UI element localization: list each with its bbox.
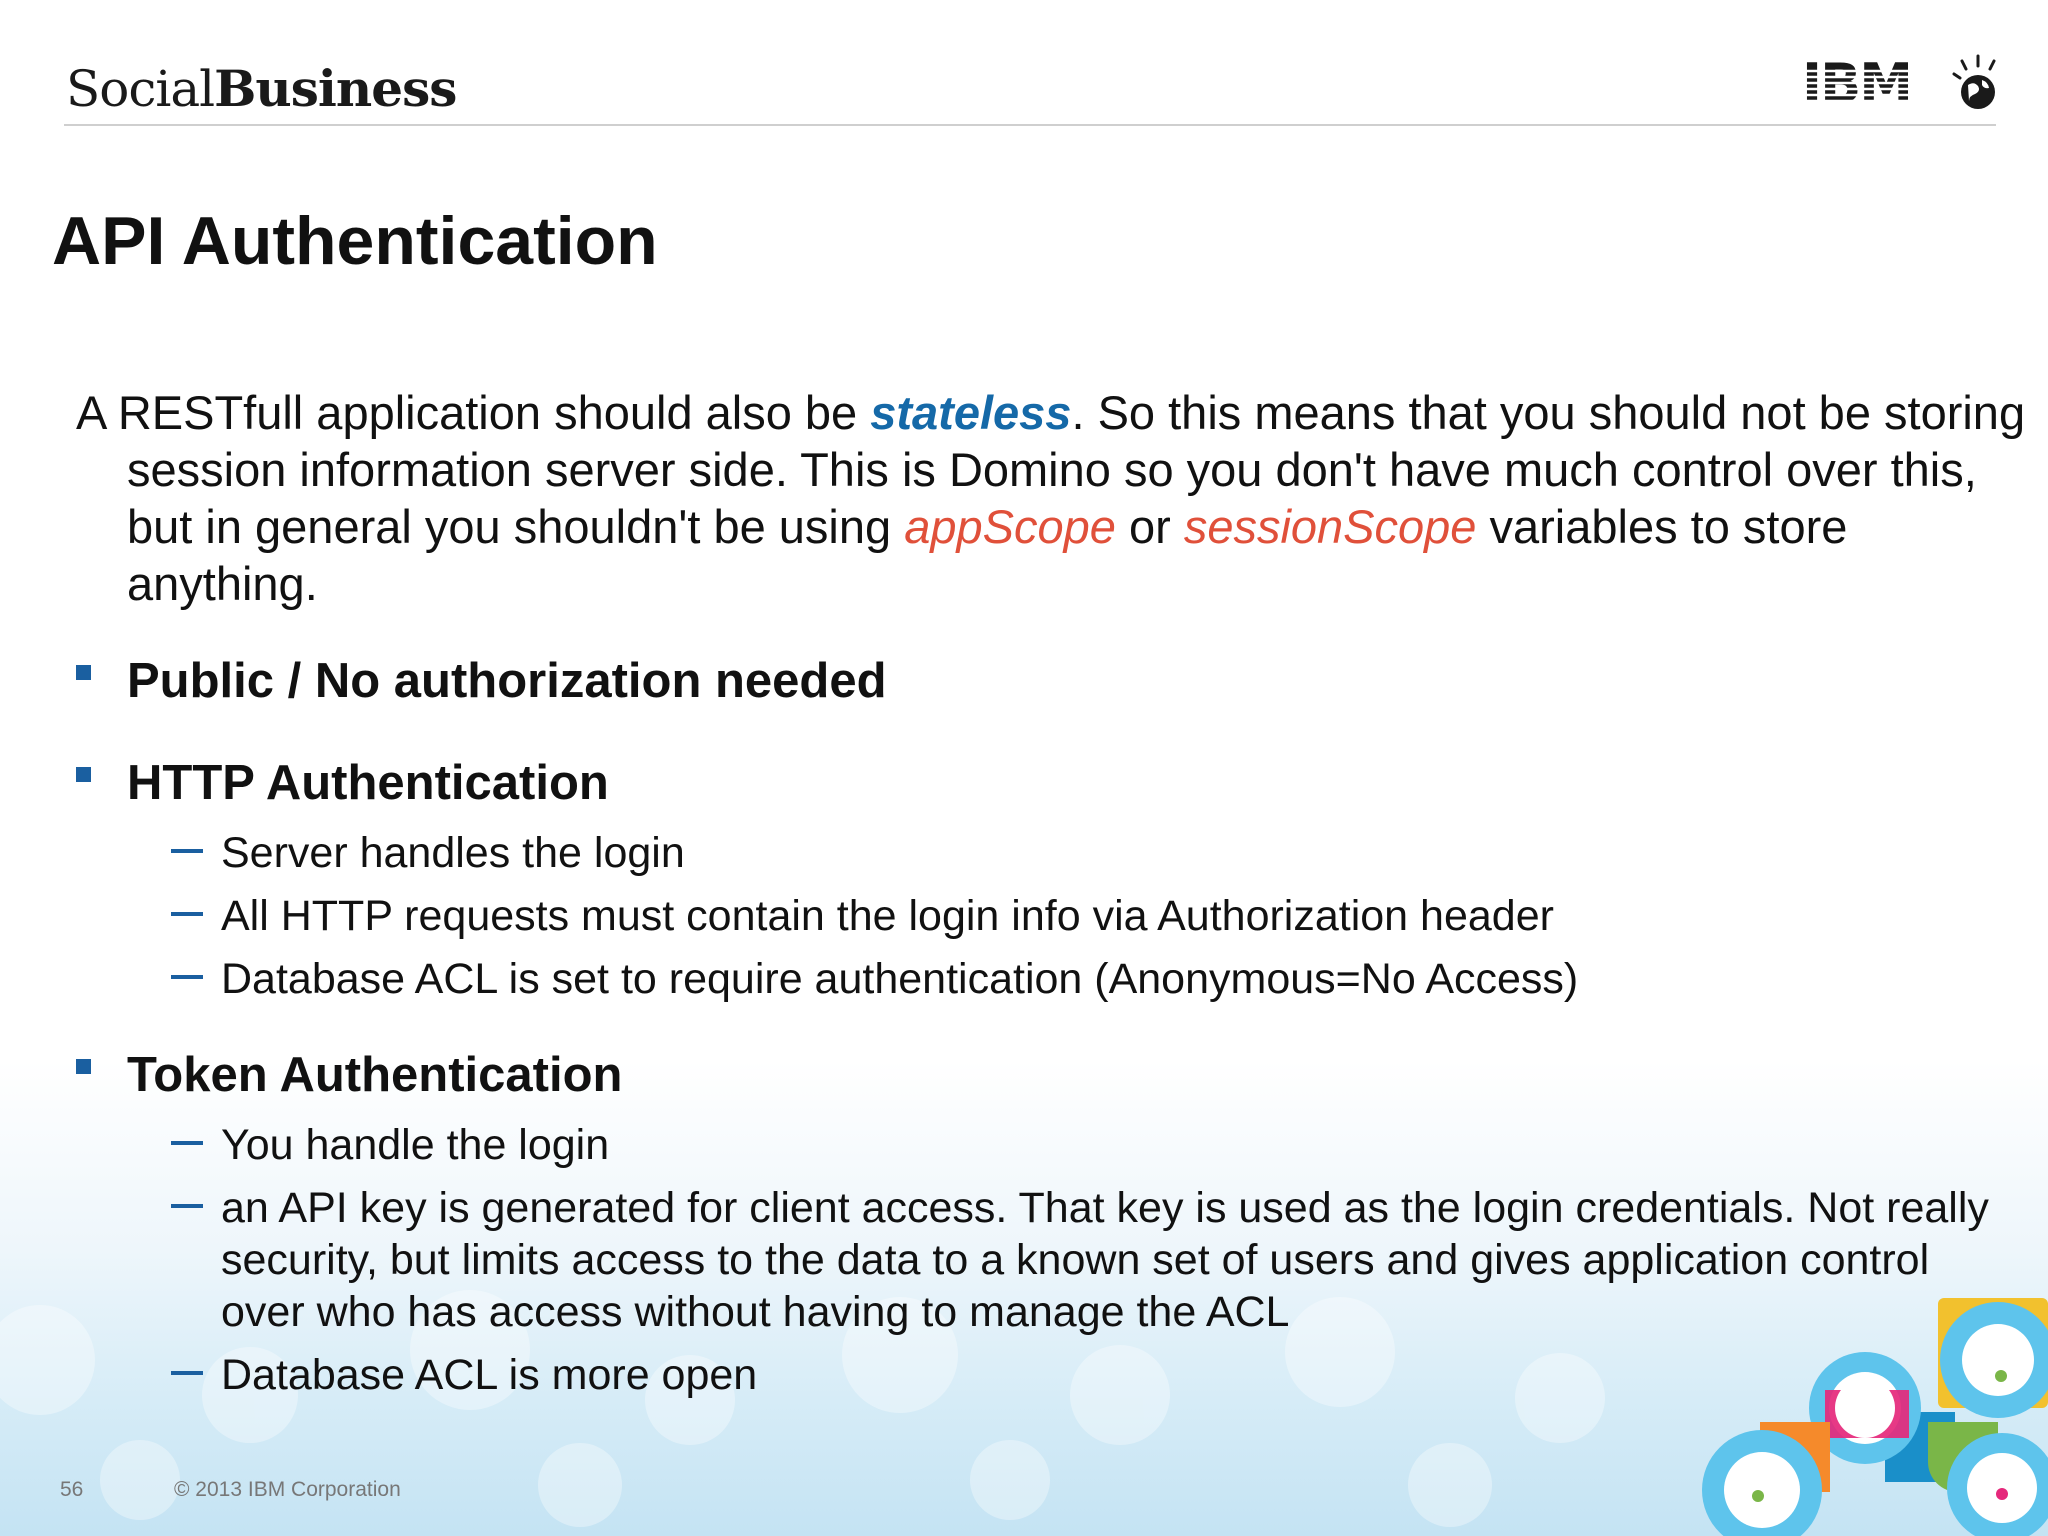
bullet-label: Public / No authorization needed: [127, 654, 887, 708]
ibm-logo-icon: [1802, 52, 1996, 114]
sub-item-text: Database ACL is more open: [221, 1351, 758, 1399]
square-bullet-icon: [76, 767, 91, 782]
dash-bullet-icon: [171, 849, 203, 853]
bullet-token-authentication: [76, 1048, 623, 1103]
social-business-brand: [66, 59, 457, 118]
brand-social-text: Social: [66, 60, 215, 118]
sub-item-text: You handle the login: [221, 1121, 610, 1169]
intro-paragraph: [76, 384, 2047, 612]
square-bullet-icon: [76, 665, 91, 680]
sub-item-text: Database ACL is set to require authentication (Anonymous=No Access): [221, 955, 1579, 1003]
dash-bullet-icon: [171, 975, 203, 979]
bullet-http-authentication: [76, 756, 609, 811]
keyword-sessionscope: sessionScope: [1183, 500, 1477, 553]
dash-bullet-icon: [171, 912, 203, 916]
ibm-logo-text: IBM: [1802, 52, 1911, 114]
intro-text-3: or: [1115, 500, 1184, 553]
smarter-planet-globe-icon: [1954, 56, 1995, 109]
intro-text-4: variables to store anything.: [127, 500, 1848, 610]
dash-bullet-icon: [171, 1204, 203, 1208]
dash-bullet-icon: [171, 1371, 203, 1375]
sub-item-text: Server handles the login: [221, 829, 685, 877]
keyword-appscope: appScope: [904, 500, 1116, 553]
intro-text-1: A RESTfull application should also be: [76, 386, 871, 439]
brand-business-text: Business: [214, 59, 457, 118]
slide-title: API Authentication: [52, 203, 658, 279]
square-bullet-icon: [76, 1059, 91, 1074]
copyright-text: © 2013 IBM Corporation: [174, 1478, 401, 1501]
bullet-public: [76, 654, 887, 709]
keyword-stateless: stateless: [870, 386, 1072, 439]
sub-item-text: an API key is generated for client access. That key is used as the login credentials. Not really security, but limits access to the data to a known set of users and gives application control over who has access without having to manage the ACL: [221, 1184, 1989, 1336]
bullet-label: Token Authentication: [127, 1048, 623, 1102]
slide-header: [64, 52, 1996, 126]
page-number: 56: [60, 1478, 84, 1501]
dash-bullet-icon: [171, 1141, 203, 1145]
intro-text-2: . So this means that you should not be storing session information server side. This is Domino so you don't have much control over this, but in general you shouldn't be using: [127, 386, 2026, 553]
sub-item-text: All HTTP requests must contain the login info via Authorization header: [221, 892, 1554, 940]
bullet-label: HTTP Authentication: [127, 756, 609, 810]
